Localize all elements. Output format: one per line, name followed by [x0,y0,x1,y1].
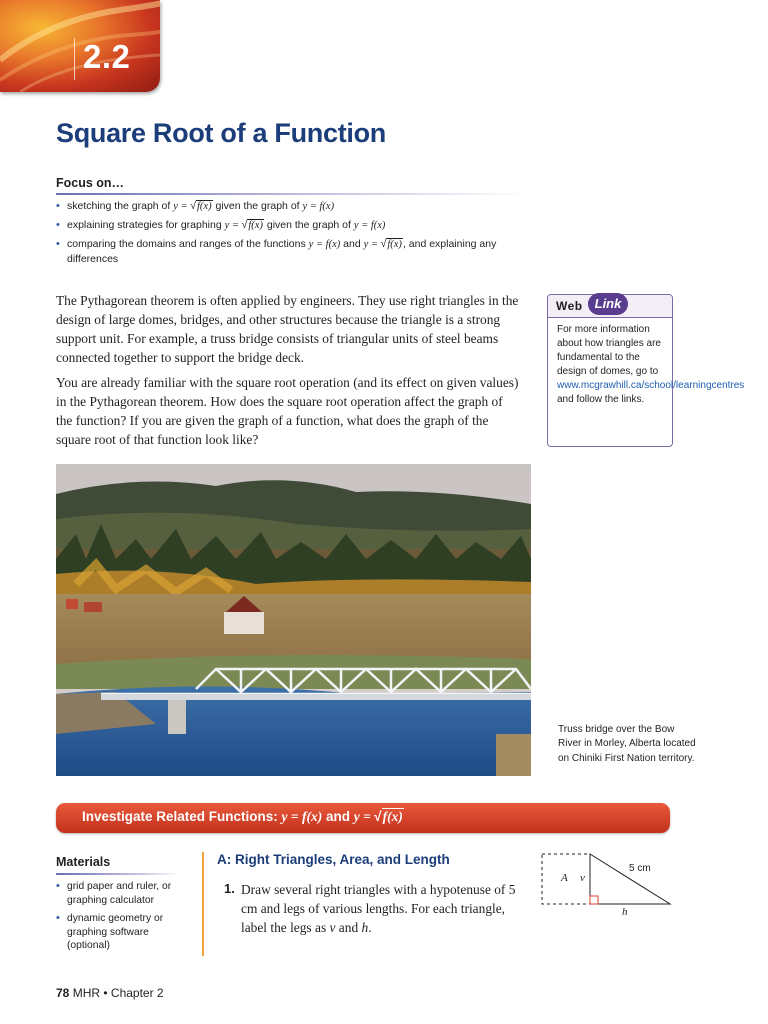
area-label: A [561,872,568,884]
bridge-photo [56,464,531,776]
materials-item: • dynamic geometry or graphing software (optional) [56,912,191,953]
footer-text: MHR • Chapter 2 [72,986,164,1000]
investigate-banner [56,803,670,833]
weblink-link-badge: Link [588,293,628,315]
focus-list [56,199,516,270]
materials-item: • grid paper and ruler, or graphing calculator [56,880,191,907]
investigate-banner-text: Investigate Related Functions: y = f(x) and y = √f(x) [82,809,403,824]
step-number: 1. [224,881,235,896]
step-text: Draw several right triangles with a hypotenuse of 5 cm and legs of various lengths. For each triangle, label the legs as v and h. [241,882,516,935]
weblink-web-label: Web [556,299,583,313]
photo-caption: Truss bridge over the Bow River in Morley, Alberta located on Chiniki First Nation territory. [558,724,696,764]
section-tab [0,0,160,92]
weblink-header [548,295,672,318]
focus-item: • comparing the domains and ranges of the functions y = f(x) and y = √f(x), and explaining any differences [56,237,516,266]
materials-heading: Materials [56,855,111,869]
leg-v-label: v [580,872,585,884]
page-number: 78 [56,986,70,1000]
focus-divider [56,193,528,195]
triangle-diagram [540,852,680,918]
weblink-text: For more information about how triangles are fundamental to the design of domes, go to www.mcgrawhill.ca/school/learningcentres and follow the links. [557,324,745,406]
page-footer [56,986,164,1000]
section-number: 2.2 [74,38,145,80]
focus-item: • explaining strategies for graphing y = √f(x) given the graph of y = f(x) [56,218,516,233]
bridge-photo-art [56,464,531,776]
part-a-heading: A: Right Triangles, Area, and Length [217,852,450,867]
part-a-rule [202,852,204,956]
focus-item: • sketching the graph of y = √f(x) given the graph of y = f(x) [56,199,516,214]
intro-paragraph-1: The Pythagorean theorem is often applied by engineers. They use right triangles in the design of large domes, bridges, and other structures because the triangle is a strong support unit. For example, a truss bridge consists of triangular units of steel beams connected together to support the bridge deck. [56,293,519,365]
leg-h-label: h [622,906,628,918]
focus-heading: Focus on… [56,176,125,190]
materials-list [56,880,191,958]
materials-divider [56,873,180,875]
hypotenuse-label: 5 cm [629,863,651,874]
weblink-box [547,294,745,447]
intro-paragraph-2: You are already familiar with the square root operation (and its effect on given values) in the Pythagorean theorem. How does the square root operation affect the graph of the function? If you are given the graph of a function, what does the graph of the square root of that function look like? [56,375,519,447]
weblink-url[interactable]: www.mcgrawhill.ca/school/learningcentres [557,380,745,392]
page-title: Square Root of a Function [56,118,386,148]
